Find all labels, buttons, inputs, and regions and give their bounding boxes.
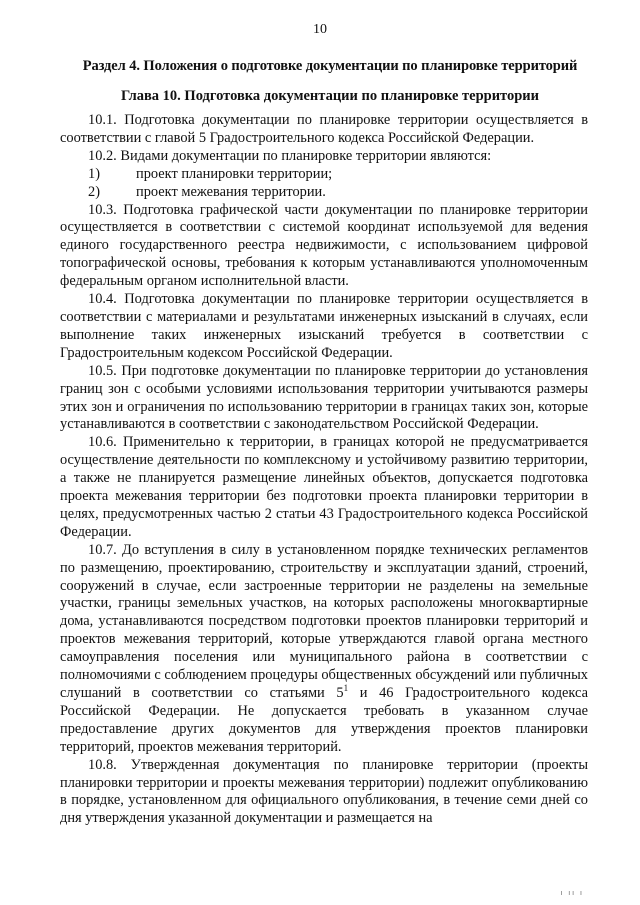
list-item: [60, 184, 588, 202]
superscript-1: 1: [343, 683, 349, 694]
list-item: [60, 166, 588, 184]
list-item-number: 1): [88, 165, 100, 182]
document-body: [60, 112, 588, 828]
list-item-text: проект межевания территории.: [136, 183, 326, 200]
scan-footer-mark: ı ıı ı: [560, 890, 584, 897]
paragraph-10-6: 10.6. Применительно к территории, в границах которой не предусматривается осуществление деятельности по комплексному и устойчивому развитию территории, а также не планируется размещение линейных объектов, допускается подготовка проекта межевания территории без подготовки проекта планировки территории в целях, предусмотренных частью 2 статьи 43 Градостроительного кодекса Российской Федерации.: [60, 434, 588, 540]
paragraph-10-8: 10.8. Утвержденная документация по планировке территории (проекты планировки территории и проекты межевания территории) подлежит опубликованию в порядке, установленном для официального опубликования, в течение семи дней со дня утверждения указанной документации и размещается на: [60, 756, 588, 827]
paragraph-10-7: [60, 542, 588, 757]
paragraph-10-7-part-a: 10.7. До вступления в силу в установленном порядке технических регламентов по размещению, проектированию, строительству и эксплуатации зданий, строений, сооружений в случае, если застроенные территории не разделены на земельные участки, границы земельных участков, на которых расположены многоквартирные дома, устанавливаются посредством подготовки проектов планировки территорий и проектов межевания территорий, которые утверждаются главой органа местного самоуправления поселения или муниципального района в соответствии с полномочиями с соблюдением процедуры общественных обсуждений или публичных слушаний в соответствии со статьями 5: [60, 541, 588, 701]
chapter-title: Глава 10. Подготовка документации по планировке территории: [120, 88, 540, 104]
paragraph-10-2: 10.2. Видами документации по планировке территории являются:: [88, 147, 492, 164]
list-item-text: проект планировки территории;: [136, 165, 333, 182]
paragraph-10-1: 10.1. Подготовка документации по планировке территории осуществляется в соответствии с главой 5 Градостроительного кодекса Российской Федерации.: [60, 112, 588, 146]
paragraph-10-5: 10.5. При подготовке документации по планировке территории до установления границ зон с особыми условиями использования территории учитываются размеры этих зон и ограничения по использованию территории в границах таких зон, которые устанавливаются в соответствии с законодательством Российской Федерации.: [60, 362, 588, 433]
page-number: 10: [313, 22, 327, 37]
paragraph-10-7-part-b: и 46 Градостроительного кодекса Российской Федерации. Не допускается требовать в указанном случае предоставление других документов для утверждения проектов планировки территорий, проектов межевания территорий.: [60, 685, 588, 755]
section-title: Раздел 4. Положения о подготовке документации по планировке территорий: [82, 58, 578, 74]
paragraph-10-3: 10.3. Подготовка графической части документации по планировке территории осуществляется в соответствии с системой координат используемой для ведения единого государственного реестра недвижимости, с использованием цифровой топографической основы, требования к которым устанавливаются уполномоченным федеральным органом исполнительной власти.: [60, 201, 588, 290]
paragraph-10-4: 10.4. Подготовка документации по планировке территории осуществляется в соответствии с материалами и результатами инженерных изысканий в случаях, если выполнение таких инженерных изысканий требуется в соответствии с Градостроительным кодексом Российской Федерации.: [60, 291, 588, 361]
list-item-number: 2): [88, 183, 100, 200]
